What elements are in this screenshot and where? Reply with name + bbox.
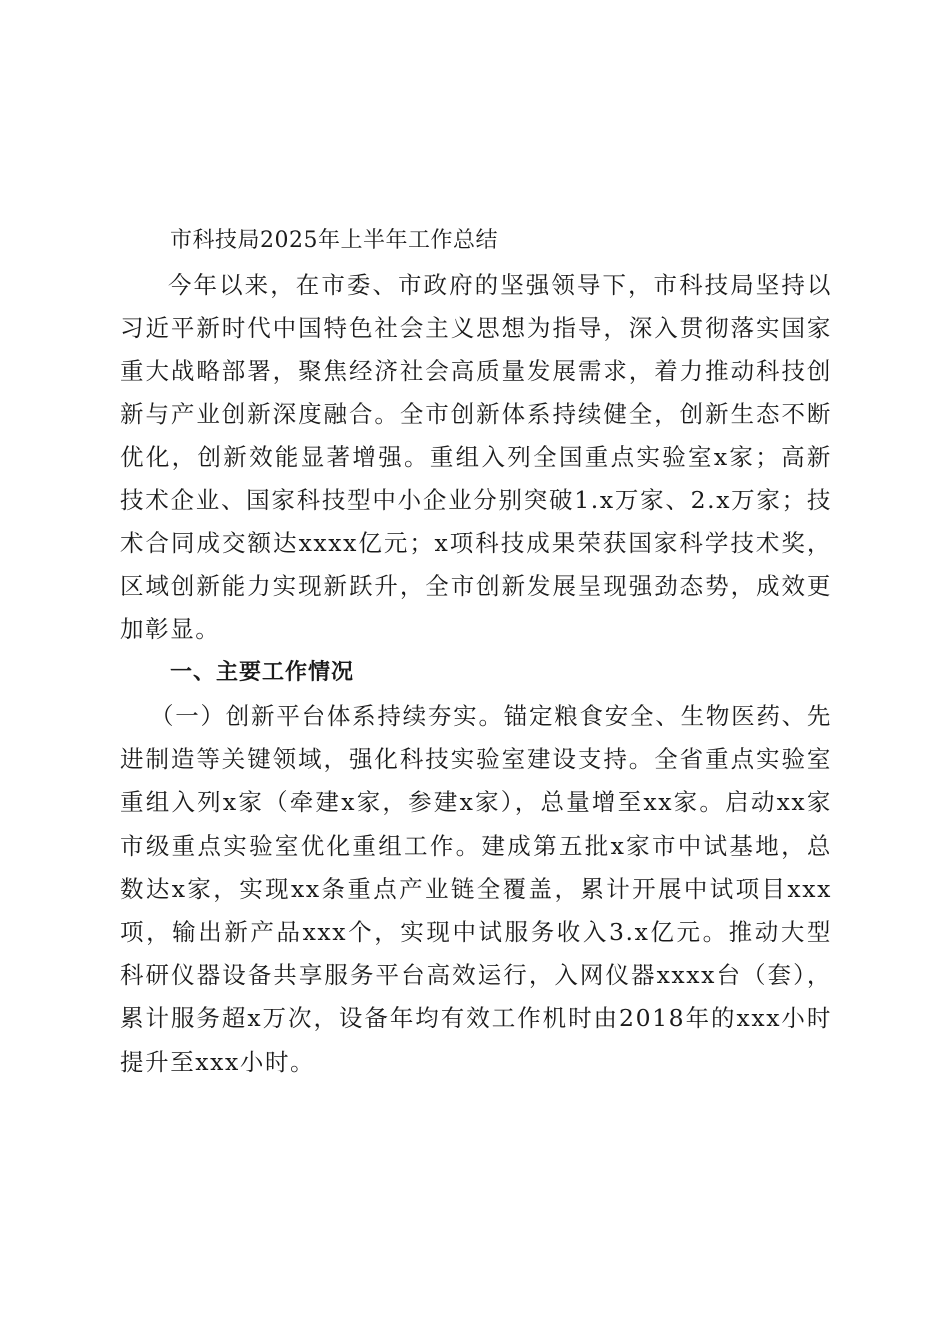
section-heading-main-work: 一、主要工作情况 (170, 660, 355, 685)
intro-paragraph: 今年以来，在市委、市政府的坚强领导下，市科技局坚持以习近平新时代中国特色社会主义思想为指导，深入贯彻落实国家重大战略部署，聚焦经济社会高质量发展需求，着力推动科技创新与产业创新深度融合。全市创新体系持续健全，创新生态不断优化，创新效能显著增强。重组入列全国重点实验室x家；高新技术企业、国家科技型中小企业分别突破1.x万家、2.x万家；技术合同成交额达xxxx亿元；x项科技成果荣获国家科学技术奖，区域创新能力实现新跃升，全市创新发展呈现强劲态势，成效更加彰显。 (120, 271, 832, 643)
document-body (120, 222, 832, 1084)
document-title: 市科技局2025年上半年工作总结 (170, 228, 498, 253)
section-paragraph-innovation-platform: （一）创新平台体系持续夯实。锚定粮食安全、生物医药、先进制造等关键领域，强化科技实验室建设支持。全省重点实验室重组入列x家（牵建x家，参建x家），总量增至xx家。启动xx家市级重点实验室优化重组工作。建成第五批x家市中试基地，总数达x家，实现xx条重点产业链全覆盖，累计开展中试项目xxx项，输出新产品xxx个，实现中试服务收入3.x亿元。推动大型科研仪器设备共享服务平台高效运行，入网仪器xxxx台（套），累计服务超x万次，设备年均有效工作机时由2018年的xxx小时提升至xxx小时。 (120, 702, 832, 1076)
